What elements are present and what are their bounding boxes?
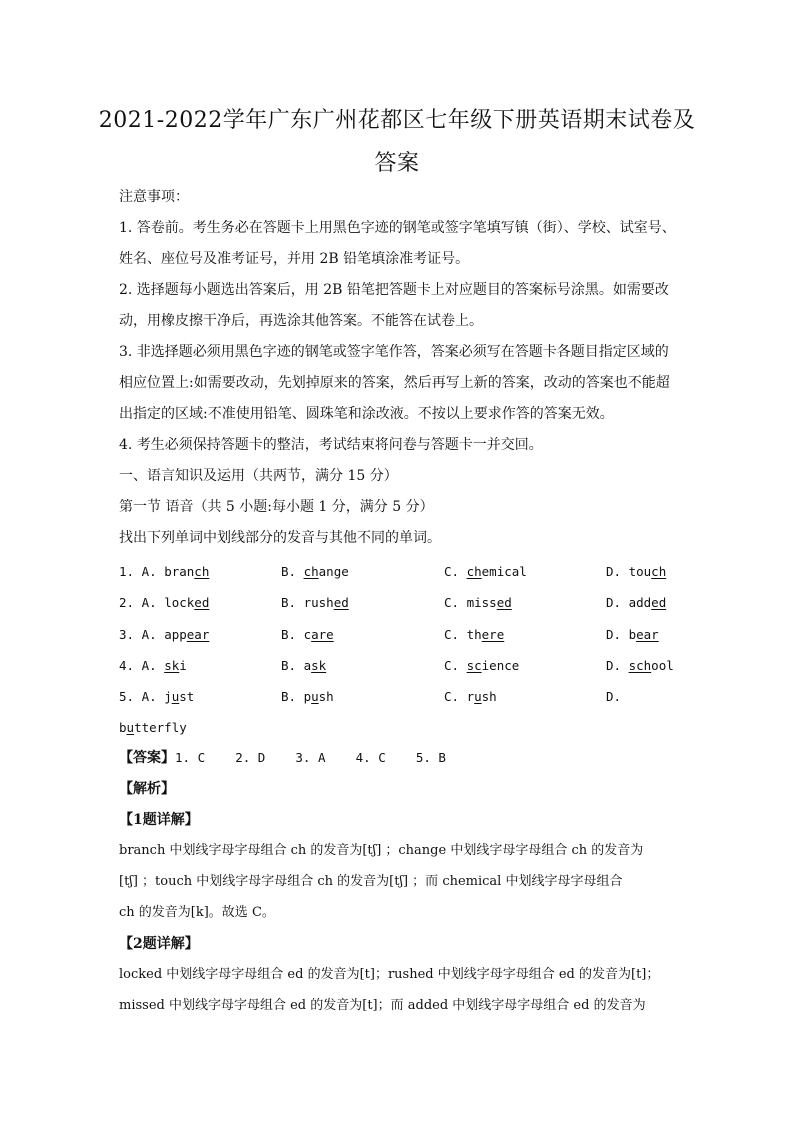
notice-heading: 注意事项： [119, 189, 189, 205]
answer-label: 【答案】 [119, 750, 175, 766]
document-title-line1: 2021-2022学年广东广州花都区七年级下册英语期末试卷及 [98, 108, 696, 133]
option-b: B. care [281, 627, 334, 642]
option-b: B. push [281, 689, 334, 704]
option-c: C. chemical [444, 564, 527, 579]
document-title-line2: 答案 [374, 151, 420, 176]
q2-detail-label: 【2题详解】 [119, 936, 199, 952]
option-d: D. touch [606, 564, 667, 579]
section-heading: 一、语言知识及运用（共两节，满分 15 分） [119, 468, 398, 484]
note-line: 3. 非选择题必须用黑色字迹的钢笔或签字笔作答，答案必须写在答题卡各题目指定区域的 [119, 344, 669, 360]
note-line: 相应位置上:如需要改动，先划掉原来的答案，然后再写上新的答案，改动的答案也不能超 [119, 375, 670, 391]
option-a: 1. A. branch [119, 564, 210, 579]
q1-detail-label: 【1题详解】 [119, 812, 199, 828]
explanation-line: missed 中划线字母字母组合 ed 的发音为[t]；而 added 中划线字母字母组合 ed 的发音为 [119, 998, 646, 1013]
option-b: B. ask [281, 658, 327, 673]
option-c: C. missed [444, 595, 512, 610]
explanation-line: branch 中划线字母字母组合 ch 的发音为[tʃ] ；change 中划线字母字母组合 ch 的发音为 [119, 843, 644, 858]
question-row [119, 564, 719, 582]
part-heading: 第一节 语音（共 5 小题:每小题 1 分，满分 5 分） [119, 499, 434, 515]
option-a: 4. A. ski [119, 658, 187, 673]
option-c: C. science [444, 658, 520, 673]
question-row [119, 627, 719, 645]
option-d: D. school [606, 658, 674, 673]
question-row [119, 658, 719, 676]
option-wrap-line: butterfly [119, 720, 187, 735]
answer-text: 1. C 2. D 3. A 4. C 5. B [175, 750, 446, 765]
note-line: 4. 考生必须保持答题卡的整洁，考试结束将问卷与答题卡一并交回。 [119, 437, 543, 453]
explanation-line: [tʃ] ；touch 中划线字母字母组合 ch 的发音为[tʃ] ；而 chemical 中划线字母字母组合 [119, 874, 623, 889]
option-c: C. rush [444, 689, 497, 704]
option-d: D. bear [606, 627, 659, 642]
note-line: 2. 选择题每小题选出答案后，用 2B 铅笔把答题卡上对应题目的答案标号涂黑。如需要改 [119, 282, 669, 298]
note-line: 动，用橡皮擦干净后，再选涂其他答案。不能答在试卷上。 [119, 313, 483, 329]
analysis-label: 【解析】 [119, 781, 175, 797]
note-line: 1. 答卷前。考生务必在答题卡上用黑色字迹的钢笔或签字笔填写镇（街）、学校、试室号、 [119, 220, 676, 236]
option-d: D. added [606, 595, 667, 610]
note-line: 出指定的区域:不准使用铅笔、圆珠笔和涂改液。不按以上要求作答的答案无效。 [119, 406, 614, 422]
option-a: 2. A. locked [119, 595, 210, 610]
option-a: 3. A. appear [119, 627, 210, 642]
option-b: B. change [281, 564, 349, 579]
explanation-line: ch 的发音为[k]。故选 C。 [119, 905, 275, 920]
note-line: 姓名、座位号及准考证号，并用 2B 铅笔填涂准考证号。 [119, 251, 470, 267]
question-row [119, 689, 719, 707]
explanation-line: locked 中划线字母字母组合 ed 的发音为[t]；rushed 中划线字母字母组合 ed 的发音为[t]； [119, 967, 660, 982]
answer-line [119, 749, 446, 767]
option-c: C. there [444, 627, 505, 642]
option-d: D. [606, 689, 622, 704]
question-row [119, 595, 719, 613]
instruction-text: 找出下列单词中划线部分的发音与其他不同的单词。 [119, 530, 441, 546]
option-b: B. rushed [281, 595, 349, 610]
option-a: 5. A. just [119, 689, 195, 704]
